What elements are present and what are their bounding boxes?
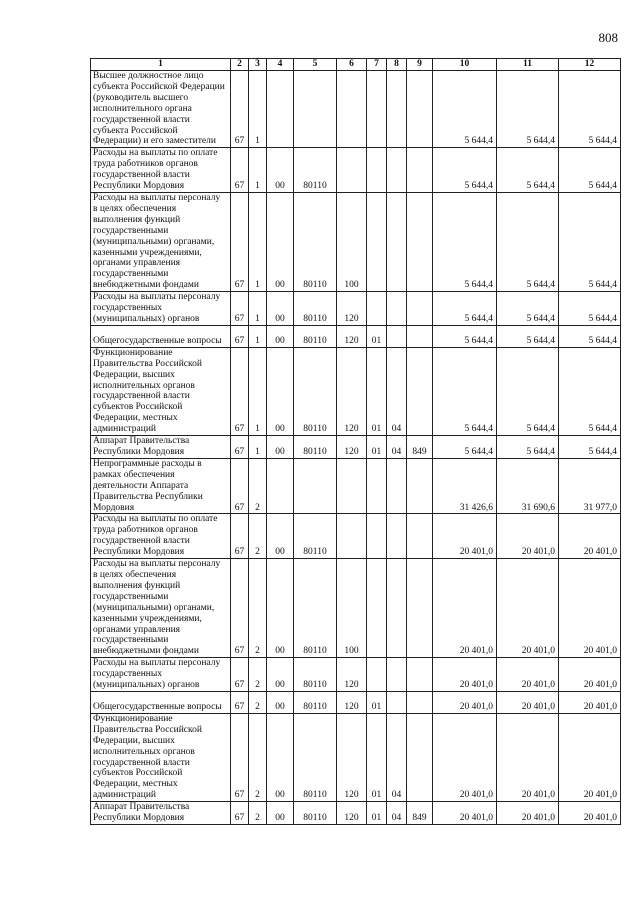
- code-type: [337, 514, 367, 559]
- amount-col11: 20 401,0: [497, 691, 559, 713]
- row-name: Функционирование Правительства Российской Федерации, высших исполнительных органов государственной власти субъектов Российской Федерации, местных администраций: [91, 347, 231, 435]
- row-name: Расходы на выплаты по оплате труда работников органов государственной власти Республики Мордовия: [91, 514, 231, 559]
- code-dir: 00: [267, 713, 294, 801]
- amount-col12: 5 644,4: [559, 192, 621, 291]
- amount-col10: 5 644,4: [433, 292, 497, 326]
- table-row: [91, 347, 621, 435]
- col-header: 12: [559, 59, 621, 71]
- row-name: Расходы на выплаты по оплате труда работников органов государственной власти Республики Мордовия: [91, 148, 231, 193]
- code-sub: 2: [249, 691, 267, 713]
- code-sub: 1: [249, 148, 267, 193]
- code-dir: 00: [267, 325, 294, 347]
- amount-col11: 5 644,4: [497, 347, 559, 435]
- amount-col10: 5 644,4: [433, 347, 497, 435]
- code-subsec: 04: [387, 347, 407, 435]
- code-subsec: [387, 514, 407, 559]
- table-row: [91, 71, 621, 148]
- col-header: 8: [387, 59, 407, 71]
- amount-col12: 5 644,4: [559, 436, 621, 459]
- code-target: [294, 458, 337, 514]
- header-row: [91, 59, 621, 71]
- table-row: [91, 458, 621, 514]
- row-name: Высшее должностное лицо субъекта Российской Федерации (руководитель высшего исполнительного органа государственной власти субъекта Российской Федерации) и его заместители: [91, 71, 231, 148]
- code-admin: [407, 292, 433, 326]
- code-gr: 67: [231, 514, 249, 559]
- code-sec: [367, 658, 387, 692]
- table-row: [91, 292, 621, 326]
- code-admin: [407, 559, 433, 658]
- code-sub: 2: [249, 514, 267, 559]
- code-sec: [367, 514, 387, 559]
- amount-col12: 5 644,4: [559, 71, 621, 148]
- row-name: Общегосударственные вопросы: [91, 691, 231, 713]
- amount-col12: 31 977,0: [559, 458, 621, 514]
- amount-col11: 20 401,0: [497, 802, 559, 825]
- amount-col10: 31 426,6: [433, 458, 497, 514]
- row-name: Расходы на выплаты персоналу в целях обеспечения выполнения функций государственными (муниципальными) органами, казенными учреждениями, органами управления государственными внебюджетными фондами: [91, 559, 231, 658]
- code-gr: 67: [231, 325, 249, 347]
- amount-col10: 20 401,0: [433, 514, 497, 559]
- col-header: 1: [91, 59, 231, 71]
- code-type: 120: [337, 292, 367, 326]
- row-name: Общегосударственные вопросы: [91, 325, 231, 347]
- code-dir: 00: [267, 347, 294, 435]
- amount-col12: 5 644,4: [559, 325, 621, 347]
- row-name: Расходы на выплаты персоналу государственных (муниципальных) органов: [91, 292, 231, 326]
- amount-col12: 5 644,4: [559, 148, 621, 193]
- code-type: [337, 458, 367, 514]
- code-admin: [407, 713, 433, 801]
- amount-col11: 31 690,6: [497, 458, 559, 514]
- code-target: 80110: [294, 292, 337, 326]
- col-header: 4: [267, 59, 294, 71]
- code-dir: 00: [267, 148, 294, 193]
- code-gr: 67: [231, 347, 249, 435]
- col-header: 2: [231, 59, 249, 71]
- code-subsec: [387, 691, 407, 713]
- code-target: 80110: [294, 325, 337, 347]
- amount-col12: 20 401,0: [559, 691, 621, 713]
- code-dir: [267, 71, 294, 148]
- amount-col12: 20 401,0: [559, 802, 621, 825]
- code-sec: [367, 148, 387, 193]
- row-name: Расходы на выплаты персоналу государственных (муниципальных) органов: [91, 658, 231, 692]
- code-admin: [407, 71, 433, 148]
- code-sec: 01: [367, 713, 387, 801]
- col-header: 11: [497, 59, 559, 71]
- code-admin: [407, 148, 433, 193]
- table-row: [91, 691, 621, 713]
- code-sub: 1: [249, 325, 267, 347]
- code-gr: 67: [231, 802, 249, 825]
- amount-col10: 5 644,4: [433, 71, 497, 148]
- amount-col12: 20 401,0: [559, 713, 621, 801]
- page-number: 808: [598, 30, 618, 45]
- amount-col11: 5 644,4: [497, 71, 559, 148]
- code-sec: [367, 71, 387, 148]
- amount-col10: 5 644,4: [433, 325, 497, 347]
- code-target: [294, 71, 337, 148]
- code-gr: 67: [231, 71, 249, 148]
- code-subsec: [387, 559, 407, 658]
- amount-col10: 20 401,0: [433, 713, 497, 801]
- table-row: [91, 325, 621, 347]
- amount-col12: 20 401,0: [559, 658, 621, 692]
- code-gr: 67: [231, 658, 249, 692]
- code-sub: 2: [249, 713, 267, 801]
- code-admin: 849: [407, 436, 433, 459]
- code-dir: 00: [267, 192, 294, 291]
- code-admin: [407, 658, 433, 692]
- code-dir: [267, 458, 294, 514]
- code-gr: 67: [231, 192, 249, 291]
- code-admin: [407, 514, 433, 559]
- amount-col12: 20 401,0: [559, 514, 621, 559]
- code-type: 100: [337, 192, 367, 291]
- code-sub: 2: [249, 458, 267, 514]
- code-dir: 00: [267, 691, 294, 713]
- code-dir: 00: [267, 802, 294, 825]
- code-dir: 00: [267, 292, 294, 326]
- row-name: Непрограммные расходы в рамках обеспечения деятельности Аппарата Правительства Республики Мордовия: [91, 458, 231, 514]
- table-row: [91, 436, 621, 459]
- col-header: 3: [249, 59, 267, 71]
- code-target: 80110: [294, 713, 337, 801]
- code-gr: 67: [231, 292, 249, 326]
- code-subsec: 04: [387, 802, 407, 825]
- amount-col10: 5 644,4: [433, 436, 497, 459]
- amount-col10: 20 401,0: [433, 691, 497, 713]
- code-sub: 1: [249, 71, 267, 148]
- amount-col10: 20 401,0: [433, 658, 497, 692]
- code-subsec: [387, 71, 407, 148]
- table-row: [91, 658, 621, 692]
- amount-col12: 5 644,4: [559, 292, 621, 326]
- code-target: 80110: [294, 658, 337, 692]
- amount-col10: 20 401,0: [433, 559, 497, 658]
- col-header: 10: [433, 59, 497, 71]
- code-subsec: 04: [387, 713, 407, 801]
- amount-col12: 20 401,0: [559, 559, 621, 658]
- code-type: 120: [337, 658, 367, 692]
- amount-col10: 5 644,4: [433, 148, 497, 193]
- table-row: [91, 802, 621, 825]
- code-admin: [407, 691, 433, 713]
- code-sec: 01: [367, 802, 387, 825]
- code-sub: 2: [249, 658, 267, 692]
- amount-col11: 5 644,4: [497, 148, 559, 193]
- code-dir: 00: [267, 514, 294, 559]
- code-type: 100: [337, 559, 367, 658]
- code-admin: [407, 347, 433, 435]
- code-dir: 00: [267, 436, 294, 459]
- code-admin: [407, 458, 433, 514]
- code-target: 80110: [294, 192, 337, 291]
- amount-col12: 5 644,4: [559, 347, 621, 435]
- amount-col11: 20 401,0: [497, 658, 559, 692]
- code-target: 80110: [294, 436, 337, 459]
- code-subsec: [387, 658, 407, 692]
- code-type: 120: [337, 713, 367, 801]
- code-sub: 1: [249, 192, 267, 291]
- amount-col11: 5 644,4: [497, 292, 559, 326]
- code-sub: 1: [249, 347, 267, 435]
- code-target: 80110: [294, 559, 337, 658]
- code-target: 80110: [294, 802, 337, 825]
- table-row: [91, 514, 621, 559]
- code-sub: 2: [249, 802, 267, 825]
- code-type: 120: [337, 436, 367, 459]
- code-subsec: 04: [387, 436, 407, 459]
- code-sub: 1: [249, 292, 267, 326]
- code-gr: 67: [231, 559, 249, 658]
- amount-col10: 20 401,0: [433, 802, 497, 825]
- code-target: 80110: [294, 514, 337, 559]
- table-row: [91, 192, 621, 291]
- code-sec: 01: [367, 325, 387, 347]
- code-type: [337, 71, 367, 148]
- col-header: 6: [337, 59, 367, 71]
- code-type: 120: [337, 325, 367, 347]
- code-sec: [367, 559, 387, 658]
- col-header: 9: [407, 59, 433, 71]
- code-sec: [367, 458, 387, 514]
- code-sec: 01: [367, 347, 387, 435]
- code-sec: 01: [367, 691, 387, 713]
- code-target: 80110: [294, 148, 337, 193]
- row-name: Расходы на выплаты персоналу в целях обеспечения выполнения функций государственными (муниципальными) органами, казенными учреждениями, органами управления государственными внебюджетными фондами: [91, 192, 231, 291]
- amount-col11: 20 401,0: [497, 559, 559, 658]
- code-type: 120: [337, 802, 367, 825]
- code-admin: 849: [407, 802, 433, 825]
- table-row: [91, 148, 621, 193]
- table-row: [91, 713, 621, 801]
- code-dir: 00: [267, 658, 294, 692]
- code-dir: 00: [267, 559, 294, 658]
- code-sec: [367, 292, 387, 326]
- code-gr: 67: [231, 148, 249, 193]
- code-target: 80110: [294, 691, 337, 713]
- code-type: [337, 148, 367, 193]
- code-gr: 67: [231, 713, 249, 801]
- code-type: 120: [337, 347, 367, 435]
- amount-col10: 5 644,4: [433, 192, 497, 291]
- code-admin: [407, 192, 433, 291]
- code-target: 80110: [294, 347, 337, 435]
- row-name: Аппарат Правительства Республики Мордовия: [91, 802, 231, 825]
- code-type: 120: [337, 691, 367, 713]
- code-gr: 67: [231, 436, 249, 459]
- code-subsec: [387, 325, 407, 347]
- row-name: Функционирование Правительства Российской Федерации, высших исполнительных органов государственной власти субъектов Российской Федерации, местных администраций: [91, 713, 231, 801]
- code-sec: [367, 192, 387, 291]
- code-sub: 2: [249, 559, 267, 658]
- amount-col11: 5 644,4: [497, 192, 559, 291]
- amount-col11: 20 401,0: [497, 514, 559, 559]
- budget-table: [90, 58, 621, 825]
- amount-col11: 5 644,4: [497, 436, 559, 459]
- code-gr: 67: [231, 458, 249, 514]
- code-sub: 1: [249, 436, 267, 459]
- amount-col11: 20 401,0: [497, 713, 559, 801]
- col-header: 7: [367, 59, 387, 71]
- col-header: 5: [294, 59, 337, 71]
- table-row: [91, 559, 621, 658]
- code-subsec: [387, 458, 407, 514]
- code-subsec: [387, 148, 407, 193]
- row-name: Аппарат Правительства Республики Мордовия: [91, 436, 231, 459]
- code-sec: 01: [367, 436, 387, 459]
- amount-col11: 5 644,4: [497, 325, 559, 347]
- code-subsec: [387, 192, 407, 291]
- code-gr: 67: [231, 691, 249, 713]
- code-subsec: [387, 292, 407, 326]
- code-admin: [407, 325, 433, 347]
